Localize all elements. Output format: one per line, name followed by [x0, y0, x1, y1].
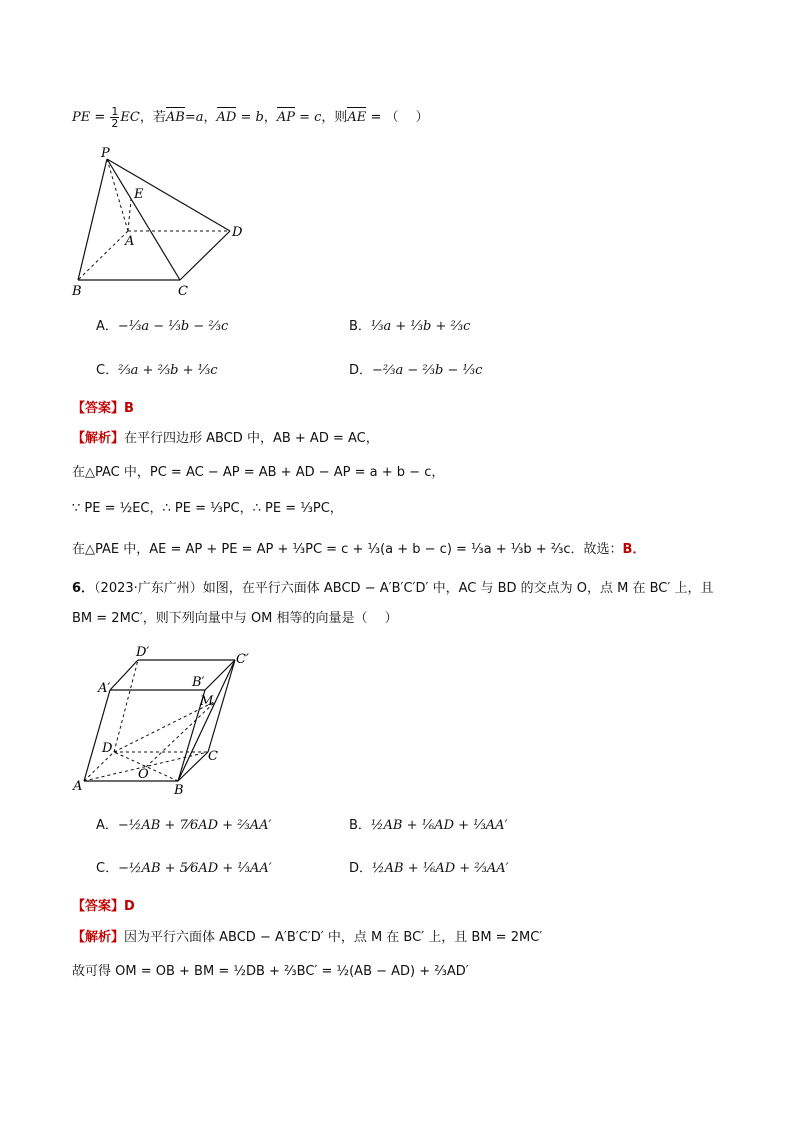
q5-option-d-key: D． — [349, 363, 373, 378]
q6-option-d-text: ½AB + ⅙AD + ⅔AA′ — [372, 861, 509, 876]
q5-eq-a: =a — [184, 110, 204, 125]
edge-ab — [78, 231, 128, 280]
q5-option-a-text: −⅓a − ⅓b − ⅔c — [117, 319, 229, 334]
q5-ec: EC — [120, 110, 140, 125]
q6-analysis-text1: 因为平行六面体 ABCD − A′B′C′D′ 中，点 M 在 BC′ 上，且 BM = 2MC′ — [124, 930, 543, 945]
q5-pe: PE — [72, 110, 91, 125]
q5-analysis-line4 — [72, 541, 645, 559]
edge-ae — [128, 199, 131, 231]
q6-stem-text2: BM = 2MC′，则下列向量中与 OM 相等的向量是（ ） — [72, 611, 398, 626]
edge-pc — [107, 159, 180, 280]
q5-option-b[interactable] — [349, 318, 470, 336]
q6-analysis-tag: 【解析】 — [72, 930, 125, 945]
q6-option-d[interactable] — [349, 860, 509, 878]
q6-stem-text1: 如图，在平行六面体 ABCD − A′B′C′D′ 中，AC 与 BD 的交点为 O，点 M 在 BC′ 上，且 — [202, 581, 714, 596]
q6-option-a[interactable] — [96, 817, 272, 835]
edge-pd — [107, 159, 230, 231]
q5-option-c-key: C． — [96, 363, 119, 378]
q6-option-a-text: −½AB + 7⁄6AD + ⅔AA′ — [117, 818, 272, 833]
q5-eq-c: = c — [294, 110, 322, 125]
q6-analysis-text2: 故可得 OM = OB + BM = ½DB + ⅔BC′ = ½(AB − AD) + ⅔AD′ — [72, 964, 469, 979]
label-a: A — [125, 234, 135, 249]
q5-vec-ap: AP — [276, 110, 295, 125]
label-d1: D′ — [136, 645, 150, 660]
label-e: E — [134, 187, 144, 202]
edge-dd1 — [114, 660, 138, 752]
q5-analysis-text1: 在平行四边形 ABCD 中，AB + AD = AC， — [124, 431, 379, 446]
q6-answer-value: D — [124, 899, 135, 914]
q6-option-a-key: A． — [96, 818, 118, 833]
label-b: B — [72, 284, 82, 299]
q5-frac-num: 1 — [111, 105, 119, 118]
q5-answer-tag: 【答案】 — [72, 401, 125, 416]
q5-analysis-line1 — [72, 430, 379, 448]
seg-om — [146, 701, 216, 767]
q5-option-b-key: B． — [349, 319, 371, 334]
q6-source: （2023·广东广州） — [94, 581, 203, 596]
q5-option-a-key: A． — [96, 319, 118, 334]
label-o: O — [138, 767, 149, 782]
q5-option-b-text: ⅓a + ⅓b + ⅔c — [370, 319, 471, 334]
q5-eq: = — [90, 110, 110, 125]
label-p: P — [101, 146, 110, 161]
q5-vec-ae: AE — [347, 110, 367, 125]
edge-aa1 — [84, 690, 110, 781]
q5-answer-value: B — [124, 401, 134, 416]
label-d: D — [102, 741, 113, 756]
label-c: C — [178, 284, 188, 299]
label-m: M — [200, 694, 214, 709]
q5-stem — [72, 106, 429, 129]
q5-option-c[interactable] — [96, 362, 218, 380]
q6-analysis-line1 — [72, 929, 542, 947]
q6-option-d-key: D． — [349, 861, 373, 876]
q6-number: 6． — [72, 581, 95, 596]
q5-analysis-text4: 在△PAE 中，AE = AP + PE = AP + ⅓PC = c + ⅓(a + b − c) = ⅓a + ⅓b + ⅔c．故选： — [72, 542, 623, 557]
q6-stem-line1 — [72, 580, 713, 598]
q5-pyramid-figure — [70, 145, 260, 300]
label-c: C — [208, 749, 218, 764]
label-b1: B′ — [192, 675, 205, 690]
q5-vec-ab: AB — [165, 110, 185, 125]
q5-frac-den: 2 — [111, 117, 119, 130]
q5-analysis-line3 — [72, 500, 343, 518]
q5-option-d-text: −⅔a − ⅔b − ⅓c — [372, 363, 483, 378]
q6-parallelepiped-figure — [70, 640, 270, 800]
q5-ruo: ，若 — [139, 110, 166, 125]
q6-option-c-key: C． — [96, 861, 119, 876]
q5-frac — [110, 106, 119, 129]
label-d: D — [232, 225, 243, 240]
q5-analysis-text2: 在△PAC 中，PC = AC − AP = AB + AD − AP = a + b − c， — [72, 465, 445, 480]
label-b: B — [174, 783, 184, 798]
edge-pb — [78, 159, 107, 280]
label-c1: C′ — [236, 652, 249, 667]
q6-stem-line2 — [72, 610, 398, 628]
q6-option-b-key: B． — [349, 818, 371, 833]
q5-eq-b: = b — [236, 110, 264, 125]
q6-option-b[interactable] — [349, 817, 508, 835]
q6-analysis-line2 — [72, 963, 469, 981]
q5-sep1: ， — [203, 110, 217, 125]
q5-option-d[interactable] — [349, 362, 482, 380]
q5-analysis-choice: B． — [622, 542, 646, 557]
q5-answer — [72, 400, 134, 418]
q6-option-c[interactable] — [96, 860, 272, 878]
q6-answer-tag: 【答案】 — [72, 899, 125, 914]
label-a1: A′ — [98, 681, 111, 696]
q5-tail: = （ ） — [366, 110, 429, 125]
q5-ze: ，则 — [321, 110, 348, 125]
q6-option-c-text: −½AB + 5⁄6AD + ⅓AA′ — [118, 861, 272, 876]
q5-analysis-text3: ∵ PE = ½EC，∴ PE = ⅓PC，∴ PE = ⅓PC， — [72, 501, 343, 516]
q5-vec-ad: AD — [216, 110, 237, 125]
q5-option-a[interactable] — [96, 318, 228, 336]
q6-option-b-text: ½AB + ⅙AD + ⅓AA′ — [370, 818, 508, 833]
q5-option-c-text: ⅔a + ⅔b + ⅓c — [118, 363, 218, 378]
label-a: A — [73, 779, 83, 794]
q5-analysis-line2 — [72, 464, 444, 482]
q5-sep2: ， — [263, 110, 277, 125]
edge-cd — [180, 231, 230, 280]
edge-bc1 — [178, 660, 235, 781]
q5-analysis-tag: 【解析】 — [72, 431, 125, 446]
q6-answer — [72, 898, 135, 916]
